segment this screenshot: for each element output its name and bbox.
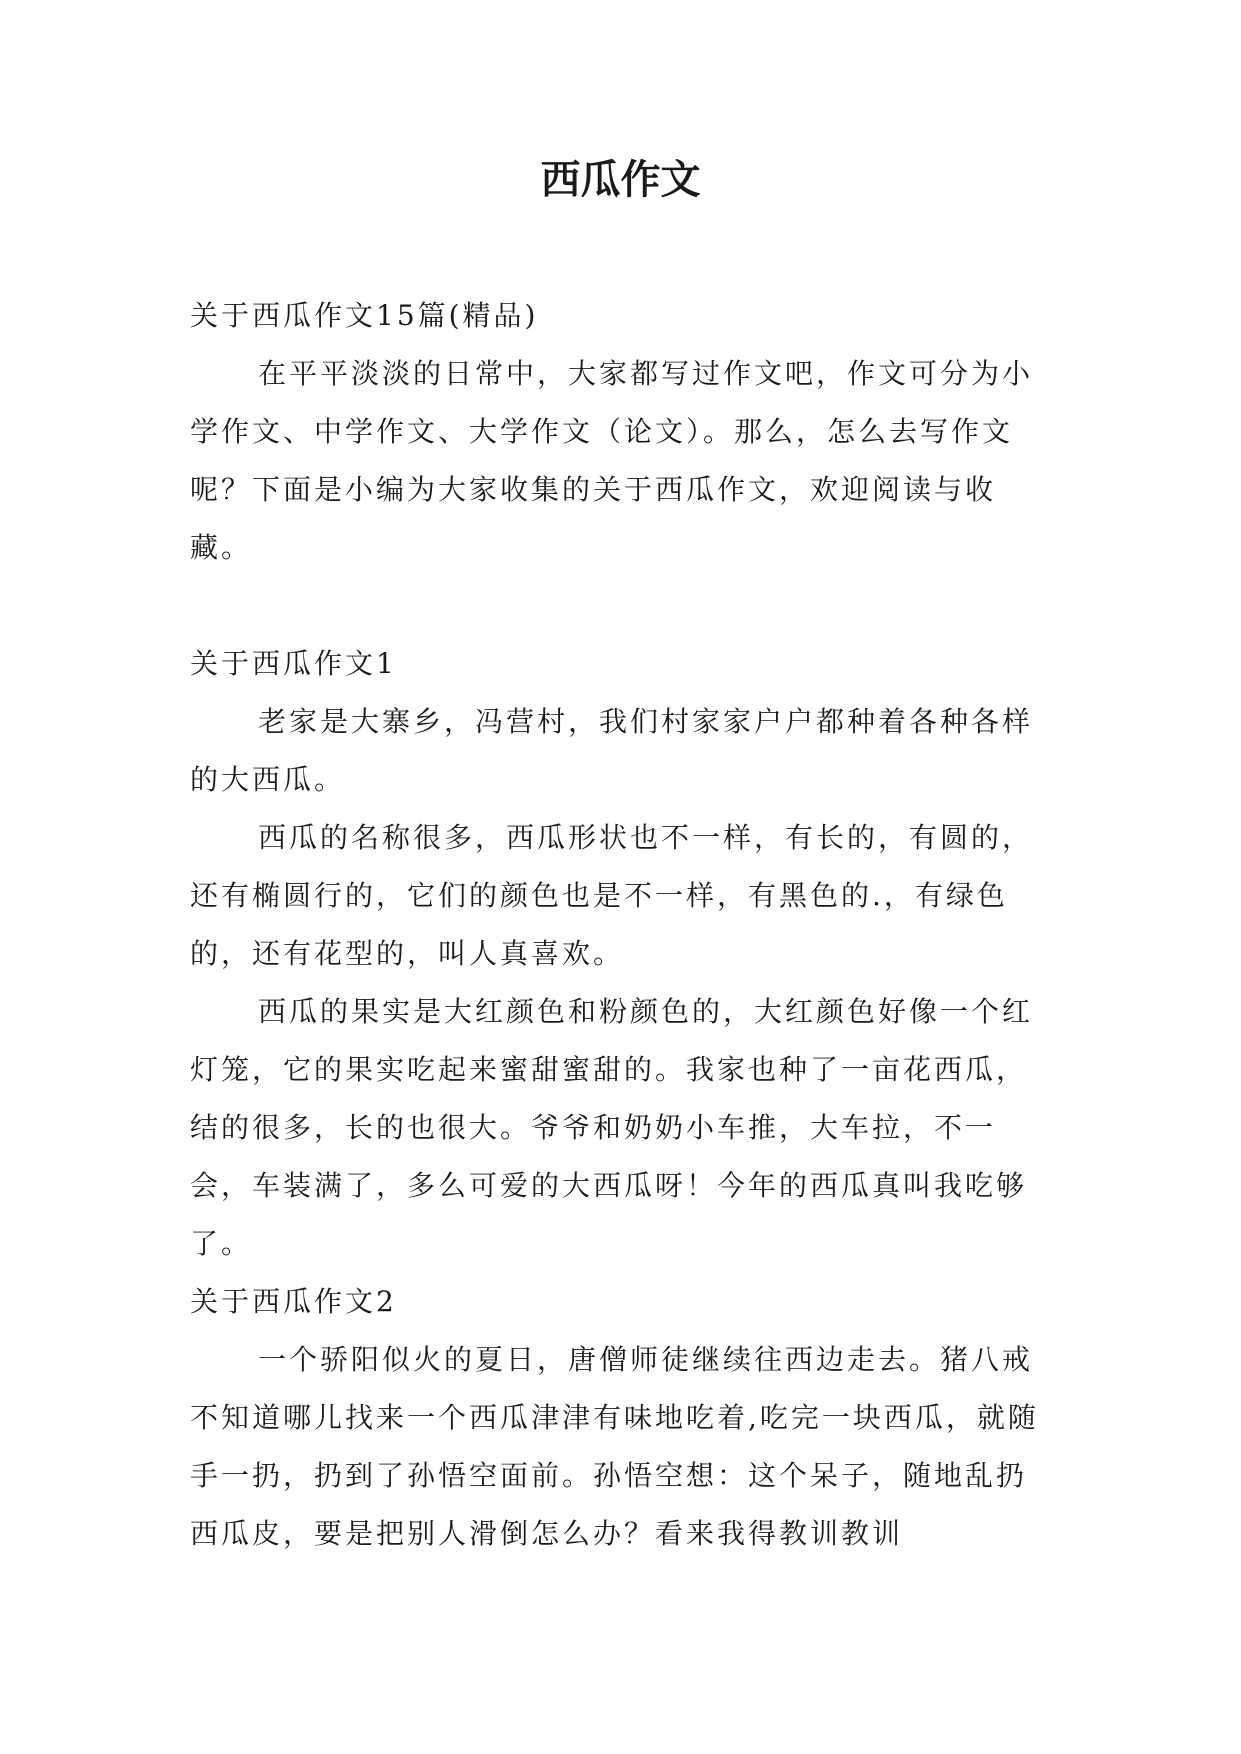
document-body <box>190 287 1056 1563</box>
section-paragraph: 西瓜的果实是大红颜色和粉颜色的，大红颜色好像一个红灯笼，它的果实吃起来蜜甜蜜甜的。我家也种了一亩花西瓜，结的很多，长的也很大。爷爷和奶奶小车推，大车拉，不一会，车装满了，多么可爱的大西瓜呀！今年的西瓜真叫我吃够了。 <box>190 995 1034 1260</box>
intro-paragraph: 在平平淡淡的日常中，大家都写过作文吧，作文可分为小学作文、中学作文、大学作文（论文）。那么，怎么去写作文呢？下面是小编为大家收集的关于西瓜作文，欢迎阅读与收藏。 <box>190 357 1034 564</box>
section-paragraph: 西瓜的名称很多，西瓜形状也不一样，有长的，有圆的，还有椭圆行的，它们的颜色也是不一样，有黑色的.，有绿色的，还有花型的，叫人真喜欢。 <box>190 821 1034 970</box>
section-paragraph: 一个骄阳似火的夏日，唐僧师徒继续往西边走去。猪八戒不知道哪儿找来一个西瓜津津有味地吃着,吃完一块西瓜，就随手一扔，扔到了孙悟空面前。孙悟空想：这个呆子，随地乱扔西瓜皮，要是把别人滑倒怎么办？看来我得教训教训 <box>190 1343 1039 1550</box>
section-heading: 关于西瓜作文1 <box>190 647 397 680</box>
section-paragraph: 老家是大寨乡，冯营村，我们村家家户户都种着各种各样的大西瓜。 <box>190 705 1034 796</box>
document-subtitle: 关于西瓜作文15篇(精品) <box>190 299 539 332</box>
section-heading: 关于西瓜作文2 <box>190 1285 397 1318</box>
section-spacer <box>190 577 1056 635</box>
document-title: 西瓜作文 <box>540 156 701 203</box>
